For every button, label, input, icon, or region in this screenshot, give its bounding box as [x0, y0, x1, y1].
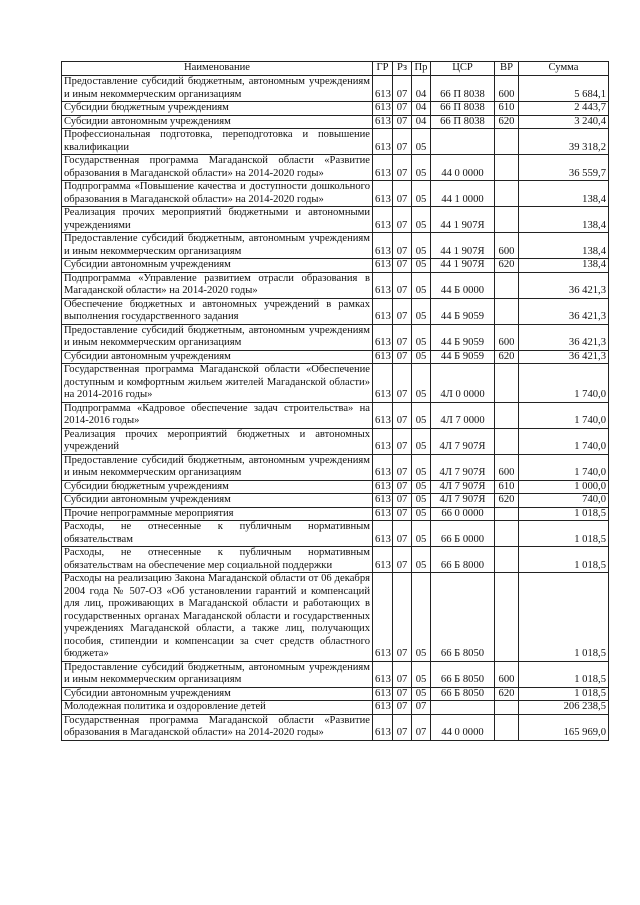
table-row: [62, 350, 609, 364]
cell-gr: 613: [373, 155, 393, 181]
cell-vr: [495, 129, 519, 155]
table-row: [62, 573, 609, 662]
cell-vr: 610: [495, 102, 519, 116]
cell-rz: 07: [393, 181, 412, 207]
cell-vr: [495, 207, 519, 233]
table-row: [62, 181, 609, 207]
cell-name: Субсидии автономным учреждениям: [62, 115, 373, 129]
table-row: [62, 661, 609, 687]
cell-gr: 613: [373, 298, 393, 324]
cell-gr: 613: [373, 521, 393, 547]
cell-vr: [495, 298, 519, 324]
cell-name: Государственная программа Магаданской области «Развитие образования в Магаданской области» на 2014-2020 годы»: [62, 714, 373, 740]
header-pr: Пр: [412, 62, 431, 76]
cell-sum: 138,4: [519, 259, 609, 273]
cell-rz: 07: [393, 428, 412, 454]
cell-gr: 613: [373, 102, 393, 116]
cell-pr: 05: [412, 181, 431, 207]
table-row: [62, 402, 609, 428]
table-row: [62, 547, 609, 573]
cell-rz: 07: [393, 324, 412, 350]
cell-gr: 613: [373, 129, 393, 155]
cell-vr: 620: [495, 494, 519, 508]
cell-sum: 1 018,5: [519, 547, 609, 573]
cell-name: Профессиональная подготовка, переподготовка и повышение квалификации: [62, 129, 373, 155]
cell-rz: 07: [393, 155, 412, 181]
cell-vr: 600: [495, 76, 519, 102]
cell-pr: 05: [412, 507, 431, 521]
cell-name: Государственная программа Магаданской области «Развитие образования в Магаданской области» на 2014-2020 годы»: [62, 155, 373, 181]
table-row: [62, 115, 609, 129]
cell-sum: 1 018,5: [519, 573, 609, 662]
cell-gr: 613: [373, 547, 393, 573]
cell-pr: 05: [412, 364, 431, 403]
cell-name: Субсидии автономным учреждениям: [62, 259, 373, 273]
table-row: [62, 298, 609, 324]
cell-name: Субсидии бюджетным учреждениям: [62, 102, 373, 116]
cell-csr: 44 Б 9059: [431, 324, 495, 350]
cell-sum: 138,4: [519, 207, 609, 233]
cell-csr: 66 0 0000: [431, 507, 495, 521]
cell-csr: 44 1 907Я: [431, 233, 495, 259]
table-row: [62, 687, 609, 701]
cell-gr: 613: [373, 324, 393, 350]
cell-vr: [495, 507, 519, 521]
cell-vr: [495, 181, 519, 207]
table-row: [62, 428, 609, 454]
cell-name: Субсидии автономным учреждениям: [62, 350, 373, 364]
cell-gr: 613: [373, 350, 393, 364]
cell-gr: 613: [373, 687, 393, 701]
cell-sum: 36 559,7: [519, 155, 609, 181]
cell-pr: 04: [412, 76, 431, 102]
cell-pr: 05: [412, 207, 431, 233]
header-vr: ВР: [495, 62, 519, 76]
cell-rz: 07: [393, 402, 412, 428]
table-row: [62, 480, 609, 494]
cell-gr: 613: [373, 701, 393, 715]
cell-vr: [495, 402, 519, 428]
cell-rz: 07: [393, 547, 412, 573]
cell-rz: 07: [393, 298, 412, 324]
table-row: [62, 129, 609, 155]
cell-pr: 05: [412, 687, 431, 701]
cell-gr: 613: [373, 402, 393, 428]
cell-vr: [495, 428, 519, 454]
cell-pr: 05: [412, 298, 431, 324]
cell-sum: 138,4: [519, 233, 609, 259]
cell-sum: 1 740,0: [519, 428, 609, 454]
table-row: [62, 102, 609, 116]
cell-name: Подпрограмма «Повышение качества и доступности дошкольного образования в Магаданской области» на 2014-2020 годы»: [62, 181, 373, 207]
cell-rz: 07: [393, 259, 412, 273]
cell-gr: 613: [373, 115, 393, 129]
cell-csr: 66 Б 8050: [431, 661, 495, 687]
cell-csr: 4Л 0 0000: [431, 364, 495, 403]
cell-csr: [431, 129, 495, 155]
cell-pr: 05: [412, 324, 431, 350]
cell-gr: 613: [373, 480, 393, 494]
cell-pr: 05: [412, 547, 431, 573]
cell-name: Субсидии бюджетным учреждениям: [62, 480, 373, 494]
cell-csr: 44 Б 9059: [431, 298, 495, 324]
cell-rz: 07: [393, 102, 412, 116]
cell-pr: 05: [412, 259, 431, 273]
cell-csr: 66 Б 8050: [431, 687, 495, 701]
cell-name: Предоставление субсидий бюджетным, автономным учреждениям и иным некоммерческим организациям: [62, 324, 373, 350]
table-row: [62, 714, 609, 740]
cell-rz: 07: [393, 521, 412, 547]
cell-sum: 1 018,5: [519, 687, 609, 701]
cell-vr: [495, 547, 519, 573]
header-csr: ЦСР: [431, 62, 495, 76]
cell-gr: 613: [373, 233, 393, 259]
header-sum: Сумма: [519, 62, 609, 76]
cell-sum: 36 421,3: [519, 298, 609, 324]
cell-gr: 613: [373, 714, 393, 740]
table-row: [62, 494, 609, 508]
cell-csr: 44 Б 9059: [431, 350, 495, 364]
cell-csr: 4Л 7 907Я: [431, 428, 495, 454]
cell-rz: 07: [393, 233, 412, 259]
cell-gr: 613: [373, 259, 393, 273]
cell-vr: [495, 521, 519, 547]
table-row: [62, 701, 609, 715]
cell-sum: 1 740,0: [519, 364, 609, 403]
cell-sum: 36 421,3: [519, 324, 609, 350]
cell-name: Предоставление субсидий бюджетным, автономным учреждениям и иным некоммерческим организациям: [62, 661, 373, 687]
cell-csr: 66 Б 8000: [431, 547, 495, 573]
cell-csr: 4Л 7 0000: [431, 402, 495, 428]
cell-sum: 2 443,7: [519, 102, 609, 116]
cell-vr: [495, 272, 519, 298]
cell-csr: 66 П 8038: [431, 115, 495, 129]
cell-name: Подпрограмма «Кадровое обеспечение задач строительства» на 2014-2016 годы»: [62, 402, 373, 428]
cell-vr: 620: [495, 115, 519, 129]
cell-sum: 39 318,2: [519, 129, 609, 155]
cell-pr: 05: [412, 402, 431, 428]
cell-pr: 05: [412, 233, 431, 259]
table-row: [62, 233, 609, 259]
cell-csr: 4Л 7 907Я: [431, 480, 495, 494]
cell-sum: 138,4: [519, 181, 609, 207]
cell-csr: 44 Б 0000: [431, 272, 495, 298]
cell-name: Предоставление субсидий бюджетным, автономным учреждениям и иным некоммерческим организациям: [62, 76, 373, 102]
cell-name: Обеспечение бюджетных и автономных учреждений в рамках выполнения государственного задания: [62, 298, 373, 324]
cell-rz: 07: [393, 507, 412, 521]
cell-gr: 613: [373, 272, 393, 298]
cell-csr: [431, 701, 495, 715]
cell-pr: 07: [412, 701, 431, 715]
cell-pr: 05: [412, 573, 431, 662]
cell-pr: 05: [412, 428, 431, 454]
cell-sum: 1 740,0: [519, 454, 609, 480]
cell-pr: 05: [412, 480, 431, 494]
cell-gr: 613: [373, 364, 393, 403]
cell-gr: 613: [373, 181, 393, 207]
cell-rz: 07: [393, 454, 412, 480]
cell-vr: 620: [495, 350, 519, 364]
cell-vr: 610: [495, 480, 519, 494]
cell-rz: 07: [393, 573, 412, 662]
cell-name: Расходы, не отнесенные к публичным нормативным обязательствам: [62, 521, 373, 547]
cell-rz: 07: [393, 714, 412, 740]
cell-name: Государственная программа Магаданской области «Обеспечение доступным и комфортным жильем жителей Магаданской области» на 2014-2016 годы»: [62, 364, 373, 403]
table-body: [62, 76, 609, 741]
cell-rz: 07: [393, 129, 412, 155]
cell-sum: 1 018,5: [519, 507, 609, 521]
cell-vr: [495, 714, 519, 740]
cell-name: Субсидии автономным учреждениям: [62, 687, 373, 701]
cell-csr: 66 П 8038: [431, 102, 495, 116]
cell-rz: 07: [393, 364, 412, 403]
cell-rz: 07: [393, 272, 412, 298]
table-header-row: [62, 62, 609, 76]
table-row: [62, 521, 609, 547]
cell-gr: 613: [373, 494, 393, 508]
cell-pr: 05: [412, 350, 431, 364]
cell-sum: 3 240,4: [519, 115, 609, 129]
cell-rz: 07: [393, 480, 412, 494]
cell-rz: 07: [393, 701, 412, 715]
cell-csr: 66 Б 8050: [431, 573, 495, 662]
cell-pr: 05: [412, 494, 431, 508]
cell-name: Прочие непрограммные мероприятия: [62, 507, 373, 521]
header-name: Наименование: [62, 62, 373, 76]
table-row: [62, 155, 609, 181]
cell-vr: 620: [495, 259, 519, 273]
table-row: [62, 454, 609, 480]
cell-pr: 05: [412, 155, 431, 181]
cell-name: Предоставление субсидий бюджетным, автономным учреждениям и иным некоммерческим организациям: [62, 233, 373, 259]
cell-sum: 1 740,0: [519, 402, 609, 428]
cell-csr: 44 0 0000: [431, 155, 495, 181]
table-row: [62, 507, 609, 521]
cell-csr: 66 Б 0000: [431, 521, 495, 547]
cell-sum: 5 684,1: [519, 76, 609, 102]
table-row: [62, 364, 609, 403]
document-page: [61, 61, 608, 741]
cell-name: Реализация прочих мероприятий бюджетными и автономными учреждениями: [62, 207, 373, 233]
cell-name: Подпрограмма «Управление развитием отрасли образования в Магаданской области» на 2014-2020 годы»: [62, 272, 373, 298]
cell-vr: [495, 155, 519, 181]
cell-vr: 600: [495, 324, 519, 350]
cell-sum: 1 018,5: [519, 661, 609, 687]
cell-name: Предоставление субсидий бюджетным, автономным учреждениям и иным некоммерческим организациям: [62, 454, 373, 480]
cell-gr: 613: [373, 661, 393, 687]
cell-gr: 613: [373, 454, 393, 480]
cell-vr: 620: [495, 687, 519, 701]
cell-csr: 44 1 907Я: [431, 207, 495, 233]
cell-pr: 05: [412, 272, 431, 298]
cell-pr: 04: [412, 115, 431, 129]
cell-csr: 4Л 7 907Я: [431, 454, 495, 480]
cell-name: Расходы, не отнесенные к публичным нормативным обязательствам на обеспечение мер социальной поддержки: [62, 547, 373, 573]
cell-pr: 05: [412, 129, 431, 155]
cell-pr: 05: [412, 661, 431, 687]
cell-rz: 07: [393, 494, 412, 508]
cell-vr: 600: [495, 454, 519, 480]
cell-rz: 07: [393, 115, 412, 129]
cell-vr: [495, 701, 519, 715]
cell-sum: 740,0: [519, 494, 609, 508]
table-row: [62, 259, 609, 273]
cell-pr: 07: [412, 714, 431, 740]
cell-pr: 05: [412, 521, 431, 547]
cell-rz: 07: [393, 350, 412, 364]
cell-vr: 600: [495, 233, 519, 259]
cell-csr: 44 0 0000: [431, 714, 495, 740]
cell-sum: 36 421,3: [519, 350, 609, 364]
cell-rz: 07: [393, 687, 412, 701]
cell-gr: 613: [373, 76, 393, 102]
cell-name: Субсидии автономным учреждениям: [62, 494, 373, 508]
cell-name: Реализация прочих мероприятий бюджетных и автономных учреждений: [62, 428, 373, 454]
cell-csr: 44 1 907Я: [431, 259, 495, 273]
table-row: [62, 324, 609, 350]
cell-csr: 4Л 7 907Я: [431, 494, 495, 508]
cell-name: Расходы на реализацию Закона Магаданской области от 06 декабря 2004 года № 507-ОЗ «Об установлении гарантий и компенсаций для лиц, проживающих в Магаданской области и работающих в государственных органах Магаданской области и государственных учреждениях Магаданской области, а также лиц, получающих пособия, стипендии и компенсации за счет средств областного бюджета»: [62, 573, 373, 662]
cell-vr: 600: [495, 661, 519, 687]
header-rz: Рз: [393, 62, 412, 76]
cell-name: Молодежная политика и оздоровление детей: [62, 701, 373, 715]
table-row: [62, 76, 609, 102]
cell-pr: 05: [412, 454, 431, 480]
cell-sum: 165 969,0: [519, 714, 609, 740]
cell-csr: 66 П 8038: [431, 76, 495, 102]
cell-pr: 04: [412, 102, 431, 116]
table-row: [62, 207, 609, 233]
cell-gr: 613: [373, 428, 393, 454]
cell-gr: 613: [373, 573, 393, 662]
cell-vr: [495, 364, 519, 403]
cell-sum: 1 018,5: [519, 521, 609, 547]
budget-table: [61, 61, 609, 741]
header-gr: ГР: [373, 62, 393, 76]
cell-gr: 613: [373, 207, 393, 233]
cell-rz: 07: [393, 76, 412, 102]
cell-vr: [495, 573, 519, 662]
cell-sum: 206 238,5: [519, 701, 609, 715]
table-row: [62, 272, 609, 298]
cell-csr: 44 1 0000: [431, 181, 495, 207]
cell-rz: 07: [393, 207, 412, 233]
cell-gr: 613: [373, 507, 393, 521]
cell-sum: 36 421,3: [519, 272, 609, 298]
cell-sum: 1 000,0: [519, 480, 609, 494]
cell-rz: 07: [393, 661, 412, 687]
